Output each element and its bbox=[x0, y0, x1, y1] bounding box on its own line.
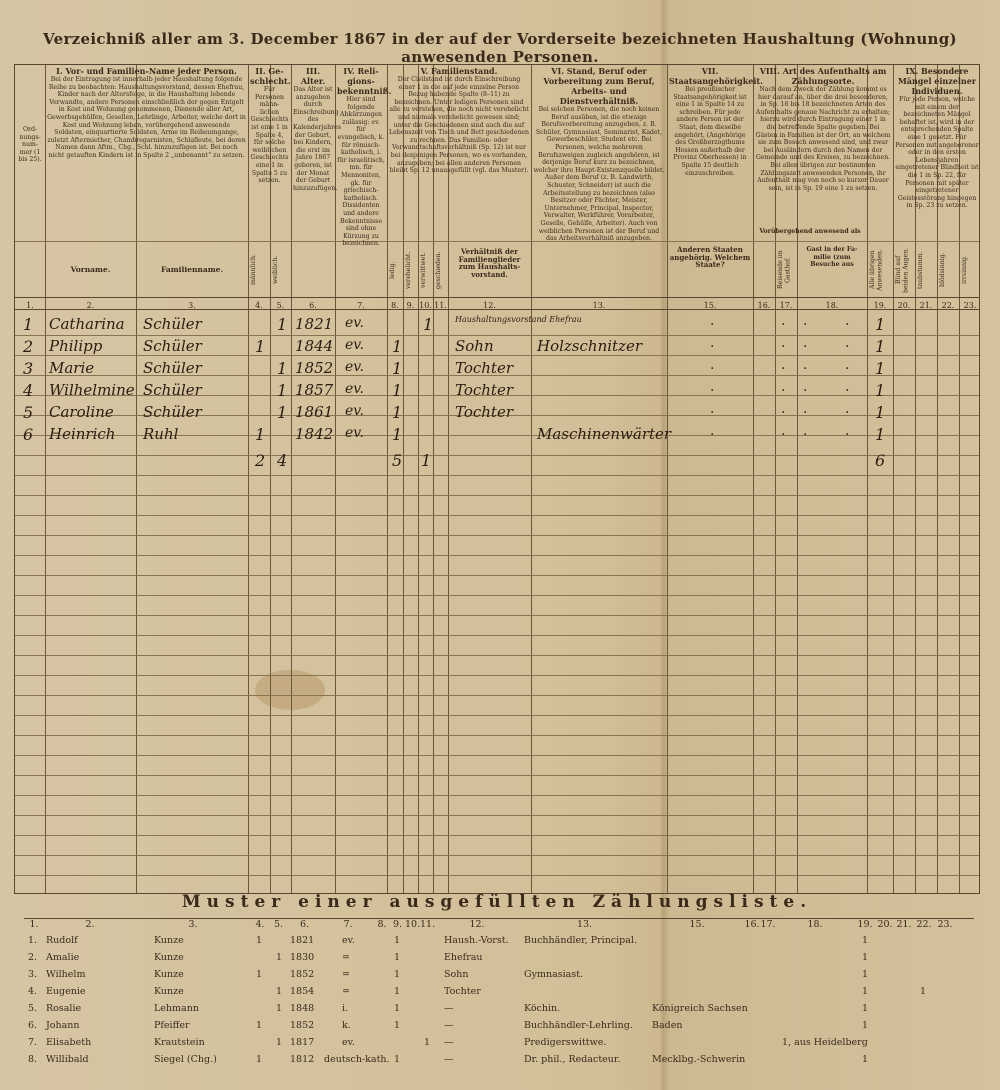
sample-vorname: Rudolf bbox=[46, 935, 78, 946]
religion-cell: ev. bbox=[345, 425, 364, 441]
vorname-cell: Catharina bbox=[49, 315, 125, 333]
sample-column-number: 9. bbox=[392, 919, 403, 930]
sample-religion: = bbox=[342, 952, 350, 963]
anwesend-cell: 1 bbox=[875, 315, 886, 334]
empty-mark: · bbox=[781, 317, 786, 333]
weiblich-cell: 1 bbox=[277, 315, 288, 334]
empty-mark: · bbox=[710, 427, 715, 443]
vorname-cell: Philipp bbox=[49, 337, 103, 355]
total-maennlich: 2 bbox=[255, 451, 266, 470]
anwesend-cell: 1 bbox=[875, 381, 886, 400]
sample-column-number: 5. bbox=[273, 919, 284, 930]
row-number: 2 bbox=[23, 337, 34, 356]
sample-weiblich: 1 bbox=[276, 1003, 283, 1014]
sample-column-number: 18. bbox=[807, 919, 823, 930]
column-number: 7. bbox=[357, 301, 365, 310]
verhaeltnis-cell: Tochter bbox=[455, 381, 514, 399]
empty-mark: · bbox=[710, 361, 715, 377]
beruf-cell: Holzschnitzer bbox=[537, 337, 643, 355]
header-col-IV-title: IV. Reli- gions- bekenntniß. bbox=[337, 66, 392, 96]
header-col-I-text: Bei der Eintragung ist innerhalb jeder Haushaltung folgende Reihe zu beobachten: Haushaltungsvorstand, dessen Ehefrau, Kinder nach der Altersfolge, in die Haushaltung lebende Verwandte, andere Personen einschließlich der gegen Entgelt in Kost und Wohnung genommenen, Dienende aller Art, Gewerbsgehülfen, Gesellen, Lehrlinge, Arbeiter, welche dort in Kost und Wohnung leben, vorübergehend anwesende Soldaten, einquartierte Soldaten, Arme im Reiheumgange, zuletzt Aftermiether, Chambregarnisten, Schlafleute, bei deren Namen dann Aftm., Chg., Schl. hinzuzufügen ist. Bei noch nicht getauften Kindern ist in Spalte 2 „unbenannt“ zu setzen. bbox=[47, 76, 246, 159]
header-col-VII-title: VII. Staatsangehörigkeit. bbox=[669, 66, 763, 86]
header-col-VIII bbox=[753, 65, 893, 225]
sample-nr: 6. bbox=[28, 1020, 38, 1031]
row-number: 3 bbox=[23, 359, 34, 378]
header-col-VI-text: Bei solchen Personen, die noch keinen Beruf ausüben, ist die etwaige Berufsvorbereitung anzugeben, z. B. Schüler, Gymnasiast, Seminarist, Kadet, Gewerbeschüler, Student etc. Bei Personen, welche mehreren Berufszweigen zugleich angehören, ist derjenige Beruf kurz zu bezeichnen, welcher ihre Haupt-Existenzquelle bildet. Außer dem Beruf (z. B. Landwirth, Schuster, Schneider) ist auch die Arbeitsstellung zu bezeichnen (also Besitzer oder Pächter, Meister, Unternehmer, Principal, Inspector, Verwalter, Werkführer, Vorarbeiter, Geselle, Gehülfe, Arbeiter). Auch von weiblichen Personen ist der Beruf und das Arbeitsverhältniß anzugeben. bbox=[533, 106, 665, 243]
sample-beruf: Predigerswittwe. bbox=[524, 1037, 607, 1048]
sample-stand: 1 bbox=[394, 1003, 401, 1014]
column-number: 10. bbox=[419, 301, 432, 310]
column-number: 17. bbox=[779, 301, 793, 310]
verwittwet-cell: 1 bbox=[423, 315, 434, 334]
sample-stand: 1 bbox=[424, 1037, 431, 1048]
sample-vorname: Elisabeth bbox=[46, 1037, 92, 1048]
header-familienname: Familienname. bbox=[160, 265, 224, 274]
sample-column-number: 17. bbox=[760, 919, 776, 930]
header-col-IX-title: IX. Besondere Mängel einzelner Individuen. bbox=[897, 66, 977, 96]
empty-mark: · bbox=[710, 339, 715, 355]
sample-familienname: Kunze bbox=[154, 969, 184, 980]
header-col-I-title: I. Vor- und Familien-Name jeder Person. bbox=[56, 66, 237, 76]
sample-stand: 1 bbox=[394, 935, 401, 946]
sample-familienname: Kunze bbox=[154, 935, 184, 946]
sample-column-number: 21. bbox=[896, 919, 912, 930]
empty-mark: · bbox=[803, 427, 808, 443]
religion-cell: ev. bbox=[345, 315, 364, 331]
sample-column-number: 23. bbox=[937, 919, 953, 930]
column-number: 15. bbox=[703, 301, 717, 310]
sample-column-number: 6. bbox=[299, 919, 310, 930]
verhaeltnis-cell: Haushaltungsvorstand Ehefrau bbox=[455, 315, 582, 324]
empty-mark: · bbox=[781, 405, 786, 421]
empty-mark: · bbox=[710, 405, 715, 421]
sample-verhaeltnis: — bbox=[444, 1054, 454, 1065]
header-bloedsinnig: blödsinnig. bbox=[939, 252, 946, 288]
sample-verhaeltnis: Haush.-Vorst. bbox=[444, 935, 509, 946]
sample-jahr: 1817 bbox=[290, 1037, 315, 1048]
column-number: 8. bbox=[391, 301, 399, 310]
religion-cell: ev. bbox=[345, 403, 364, 419]
sample-anwesend: 1 bbox=[862, 935, 869, 946]
sample-staat: Baden bbox=[652, 1020, 683, 1031]
sample-anwesend: 1 bbox=[862, 952, 869, 963]
religion-cell: ev. bbox=[345, 337, 364, 353]
sample-religion: = bbox=[342, 969, 350, 980]
vorname-cell: Heinrich bbox=[49, 425, 116, 443]
anwesend-cell: 1 bbox=[875, 425, 886, 444]
sample-gast: 1, aus Heidelberg bbox=[782, 1037, 868, 1048]
sample-vorname: Johann bbox=[46, 1020, 80, 1031]
sample-stand: 1 bbox=[394, 952, 401, 963]
familienname-cell: Schüler bbox=[143, 403, 202, 421]
sample-jahr: 1854 bbox=[290, 986, 315, 997]
sample-beruf: Buchhändler-Lehrling. bbox=[524, 1020, 633, 1031]
verhaeltnis-cell: Sohn bbox=[455, 337, 494, 355]
sample-column-number: 13. bbox=[576, 919, 593, 930]
header-geschieden: geschieden. bbox=[435, 251, 442, 289]
sample-maennlich: 1 bbox=[256, 969, 263, 980]
empty-mark: · bbox=[845, 383, 850, 399]
header-andere-staaten: Anderen Staaten angehörig. Welchem Staate? bbox=[669, 245, 751, 270]
sample-staat: Königreich Sachsen bbox=[652, 1003, 748, 1014]
empty-mark: · bbox=[845, 427, 850, 443]
row-number: 4 bbox=[23, 381, 34, 400]
header-col-VI bbox=[531, 65, 667, 297]
sample-column-number: 19. bbox=[857, 919, 873, 930]
sample-religion: deutsch-kath. bbox=[324, 1054, 390, 1065]
familienname-cell: Ruhl bbox=[143, 425, 179, 443]
empty-mark: · bbox=[845, 361, 850, 377]
header-col-III-text: Das Alter ist anzugeben durch Einschreibung des Kalenderjahres der Geburt, bei Kindern, die erst im Jahre 1867 geboren, ist der Monat der Geburt hinzuzufügen. bbox=[293, 86, 341, 192]
religion-cell: ev. bbox=[345, 381, 364, 397]
column-number: 9. bbox=[406, 301, 415, 310]
empty-mark: · bbox=[781, 339, 786, 355]
anwesend-cell: 1 bbox=[875, 337, 886, 356]
sample-anwesend: 1 bbox=[862, 986, 869, 997]
vorname-cell: Marie bbox=[49, 359, 95, 377]
header-col-II-title: II. Ge- schlecht. bbox=[250, 66, 291, 86]
header-col-IV bbox=[335, 65, 392, 297]
sample-column-number: 20. bbox=[877, 919, 893, 930]
sample-vorname: Eugenie bbox=[46, 986, 86, 997]
anwesend-cell: 1 bbox=[875, 359, 886, 378]
total-weiblich: 4 bbox=[277, 451, 288, 470]
sample-religion: ev. bbox=[342, 1037, 355, 1048]
header-col-IX-text: Für jede Person, welche mit einem der bezeichneten Mängel behaftet ist, wird in der entsprechenden Spalte eine 1 gesetzt. Für Personen mit angeborener oder in den ersten Lebensjahren eingetretener Blindheit ist die 1 in Sp. 22, für Personen mit später eingetretener Geistesstörung hingegen in Sp. 23 zu setzen. bbox=[895, 96, 979, 210]
sample-jahr: 1830 bbox=[290, 952, 315, 963]
vorname-cell: Wilhelmine bbox=[49, 381, 135, 399]
census-table bbox=[14, 64, 980, 894]
sample-verhaeltnis: Ehefrau bbox=[444, 952, 483, 963]
header-verehelicht: verehelicht. bbox=[405, 251, 412, 289]
row-number: 1 bbox=[23, 315, 34, 334]
sample-vorname: Amalie bbox=[46, 952, 80, 963]
ledig-cell: 1 bbox=[392, 337, 403, 356]
sample-maennlich: 1 bbox=[256, 935, 263, 946]
sample-stand: 1 bbox=[394, 986, 401, 997]
empty-mark: · bbox=[710, 383, 715, 399]
verhaeltnis-cell: Tochter bbox=[455, 359, 514, 377]
header-col-VII bbox=[667, 65, 763, 241]
ledig-cell: 1 bbox=[392, 381, 403, 400]
sample-column-number: 1. bbox=[29, 919, 39, 930]
sample-mangel: 1 bbox=[920, 986, 927, 997]
sample-weiblich: 1 bbox=[276, 952, 283, 963]
sample-nr: 5. bbox=[28, 1003, 38, 1014]
header-irrsinnig: irrsinnig. bbox=[961, 255, 968, 285]
sample-religion: ev. bbox=[342, 935, 355, 946]
sample-verhaeltnis: — bbox=[444, 1003, 454, 1014]
geburtsjahr-cell: 1852 bbox=[295, 359, 334, 377]
header-col-V-text: Der Civilstand ist durch Einschreibung einer 1 in die auf jede einzelne Person Bezug habende Spalte (8–11) zu bezeichnen. Unter ledigen Personen sind alle zu verstehen, die noch nicht verehelicht und niemals verehelicht gewesen sind; unter die Geschiedenen sind auch die auf Lebenszeit von Tisch und Bett geschiedenen zu rechnen. Das Familien- oder Verwandtschaftsverhältniß (Sp. 12) ist nur bei denjenigen Personen, wo es vorhanden, anzugeben; bei allen anderen Personen bleibt Sp. 12 unausgefüllt (vgl. das Muster). bbox=[389, 76, 529, 175]
sample-anwesend: 1 bbox=[862, 1054, 869, 1065]
column-number: 4. bbox=[255, 301, 263, 310]
header-weiblich: weiblich. bbox=[272, 255, 279, 285]
geburtsjahr-cell: 1844 bbox=[295, 337, 334, 355]
sample-column-number: 22. bbox=[916, 919, 932, 930]
sample-familienname: Lehmann bbox=[154, 1003, 199, 1014]
sample-nr: 7. bbox=[28, 1037, 38, 1048]
column-number: 1. bbox=[26, 301, 34, 310]
header-col-IX bbox=[893, 65, 981, 241]
column-number: 19. bbox=[873, 301, 887, 310]
column-number: 12. bbox=[483, 301, 496, 310]
sample-maennlich: 1 bbox=[256, 1054, 263, 1065]
sample-stand: 1 bbox=[394, 969, 401, 980]
sample-jahr: 1821 bbox=[290, 935, 315, 946]
religion-cell: ev. bbox=[345, 359, 364, 375]
familienname-cell: Schüler bbox=[143, 337, 202, 355]
empty-mark: · bbox=[781, 427, 786, 443]
sample-column-number: 10. bbox=[405, 919, 421, 930]
sample-vorname: Wilhelm bbox=[46, 969, 86, 980]
sample-anwesend: 1 bbox=[862, 1003, 869, 1014]
empty-mark: · bbox=[710, 317, 715, 333]
sample-stand: 1 bbox=[394, 1054, 401, 1065]
empty-mark: · bbox=[781, 361, 786, 377]
column-number: 16. bbox=[757, 301, 771, 310]
empty-mark: · bbox=[803, 339, 808, 355]
sample-jahr: 1812 bbox=[290, 1054, 315, 1065]
familienname-cell: Schüler bbox=[143, 359, 202, 377]
sample-jahr: 1852 bbox=[290, 1020, 315, 1031]
form-title: Verzeichniß aller am 3. December 1867 in der auf der Vorderseite bezeichneten Haushaltung (Wohnung) anwesenden Personen. bbox=[43, 30, 957, 66]
column-number: 22. bbox=[941, 301, 955, 310]
geburtsjahr-cell: 1861 bbox=[295, 403, 334, 421]
sample-nr: 8. bbox=[28, 1054, 38, 1065]
sample-vorname: Rosalie bbox=[46, 1003, 82, 1014]
header-col-I bbox=[45, 65, 248, 241]
header-col-III-title: III. Alter. bbox=[300, 66, 326, 86]
sample-column-number: 4. bbox=[255, 919, 265, 930]
empty-mark: · bbox=[845, 405, 850, 421]
sample-nr: 2. bbox=[28, 952, 38, 963]
total-anwesend: 6 bbox=[875, 451, 886, 470]
column-number: 5. bbox=[276, 301, 285, 310]
familienname-cell: Schüler bbox=[143, 315, 202, 333]
beruf-cell: Maschinenwärter bbox=[537, 425, 672, 443]
ledig-cell: 1 bbox=[392, 359, 403, 378]
maennlich-cell: 1 bbox=[255, 425, 266, 444]
sample-familienname: Siegel (Chg.) bbox=[154, 1054, 217, 1065]
sample-beruf: Köchin. bbox=[524, 1003, 561, 1014]
sample-familienname: Krautstein bbox=[154, 1037, 205, 1048]
header-blind: Blind auf beiden Augen. bbox=[895, 247, 910, 293]
ledig-cell: 1 bbox=[392, 403, 403, 422]
header-col-II-text: Für Personen männ- lichen Geschlechts ist eine 1 in Spalte 4, für solche weiblichen Geschlechts eine 1 in Spalte 5 zu setzen. bbox=[250, 86, 289, 185]
header-verhaeltnis: Verhältniß der Familienglieder zum Haushalts- vorstand. bbox=[458, 247, 521, 279]
familienname-cell: Schüler bbox=[143, 381, 202, 399]
sample-column-number: 15. bbox=[689, 919, 705, 930]
geburtsjahr-cell: 1857 bbox=[295, 381, 334, 399]
sample-verhaeltnis: Sohn bbox=[444, 969, 469, 980]
column-number: 20. bbox=[897, 301, 911, 310]
header-im-gasthof: Reisende im Gasthof. bbox=[777, 250, 792, 290]
maennlich-cell: 1 bbox=[255, 337, 266, 356]
sample-title: Muster einer ausgefüllten Zählungsliste. bbox=[181, 892, 813, 912]
header-verwittwet: verwittwet. bbox=[420, 252, 427, 288]
empty-mark: · bbox=[803, 383, 808, 399]
total-ledig: 5 bbox=[392, 451, 403, 470]
sample-anwesend: 1 bbox=[862, 1020, 869, 1031]
header-voruebergehend: Vorübergehend anwesend als bbox=[759, 228, 861, 235]
sample-beruf: Gymnasiast. bbox=[524, 969, 584, 980]
sample-jahr: 1852 bbox=[290, 969, 315, 980]
sample-familienname: Kunze bbox=[154, 986, 184, 997]
sample-familienname: Kunze bbox=[154, 952, 184, 963]
header-taubstumm: taubstumm. bbox=[917, 251, 924, 289]
column-number: 13. bbox=[592, 301, 606, 310]
sample-religion: i. bbox=[342, 1003, 349, 1014]
anwesend-cell: 1 bbox=[875, 403, 886, 422]
header-ordnungsnummer: Ord- nungs- num- mer (1 bis 25). bbox=[18, 126, 42, 164]
row-number: 5 bbox=[23, 403, 34, 422]
column-number: 23. bbox=[963, 301, 977, 310]
sample-jahr: 1848 bbox=[290, 1003, 315, 1014]
header-vorname: Vorname. bbox=[70, 265, 111, 274]
sample-weiblich: 1 bbox=[276, 1037, 283, 1048]
header-maennlich: männlich. bbox=[250, 254, 257, 286]
sample-beruf: Buchhändler, Principal. bbox=[524, 935, 637, 946]
sample-stand: 1 bbox=[394, 1020, 401, 1031]
sample-religion: = bbox=[342, 986, 350, 997]
header-alle-uebrigen: Alle übrigen Anwesenden. bbox=[869, 249, 884, 291]
empty-mark: · bbox=[803, 405, 808, 421]
ledig-cell: 1 bbox=[392, 425, 403, 444]
header-col-VIII-text: Nach dem Zweck der Zählung kommt es hier darauf an, über die drei besonderen, in Sp. 16 bis 18 bezeichneten Arten des Aufenthalts genaue Nachricht zu erhalten; hierzu wird durch Eintragung einer 1 in die betreffende Spalte gegeben. Bei Gästen in Familien ist der Ort, an welchem sie zum Besuch anwesend sind, und zwar bei Ausländern durch den Namen der Gemeinde und des Kreises, zu bezeichnen. Bei allen übrigen zur bestimmten Zählungszeit anwesenden Personen, ihr Aufenthalt mag von noch so kurzer Dauer sein, ist in Sp. 19 eine 1 zu setzen. bbox=[755, 86, 891, 192]
sample-staat: Mecklbg.-Schwerin bbox=[652, 1054, 746, 1065]
column-number: 6. bbox=[309, 301, 317, 310]
sample-beruf: Dr. phil., Redacteur. bbox=[524, 1054, 621, 1065]
header-col-III bbox=[291, 65, 341, 297]
sample-column-number: 11. bbox=[420, 919, 436, 930]
sample-column-number: 2. bbox=[85, 919, 95, 930]
geburtsjahr-cell: 1821 bbox=[295, 315, 334, 333]
sample-verhaeltnis: Tochter bbox=[444, 986, 481, 997]
empty-mark: · bbox=[803, 317, 808, 333]
header-col-V bbox=[387, 65, 531, 241]
column-number: 3. bbox=[188, 301, 196, 310]
header-gast: Gast in der Fa- milie (zum Besuche aus bbox=[806, 246, 858, 269]
header-ledig: ledig. bbox=[389, 261, 396, 279]
sample-column-number: 8. bbox=[377, 919, 387, 930]
sample-maennlich: 1 bbox=[256, 1020, 263, 1031]
column-number: 18. bbox=[825, 301, 839, 310]
sample-anwesend: 1 bbox=[862, 969, 869, 980]
sample-nr: 4. bbox=[28, 986, 38, 997]
empty-mark: · bbox=[781, 383, 786, 399]
weiblich-cell: 1 bbox=[277, 381, 288, 400]
header-col-II bbox=[248, 65, 291, 241]
header-col-V-title: V. Familienstand. bbox=[420, 66, 498, 76]
header-col-VII-text: Bei preußischer Staatsangehörigkeit ist eine 1 in Spalte 14 zu schreiben. Für jede andere Person ist der Staat, dem dieselbe angehört, (Angehörige des Großherzogthums Hessen außerhalb der Provinz Oberhessen) in Spalte 15 deutlich einzuschreiben. bbox=[673, 86, 747, 177]
weiblich-cell: 1 bbox=[277, 403, 288, 422]
vorname-cell: Caroline bbox=[49, 403, 114, 421]
sample-weiblich: 1 bbox=[276, 986, 283, 997]
sample-verhaeltnis: — bbox=[444, 1020, 454, 1031]
column-number: 11. bbox=[434, 301, 447, 310]
sample-column-number: 7. bbox=[343, 919, 353, 930]
header-col-VI-title: VI. Stand, Beruf oder Vorbereitung zum Beruf, Arbeits- und Dienstverhältniß. bbox=[543, 66, 655, 106]
empty-mark: · bbox=[803, 361, 808, 377]
header-col-IV-text: Hier sind folgende Abkürzungen zulässig: ev. für evangelisch, k. für römisch-katholisch, i. für israelitisch, mn. für Mennoniten, gk. für griechisch-katholisch. Dissidenten und andere Bekenntnisse sind ohne Kürzung zu bezeichnen. bbox=[337, 96, 385, 248]
row-number: 6 bbox=[23, 425, 34, 444]
sample-familienname: Pfeiffer bbox=[154, 1020, 190, 1031]
column-number: 21. bbox=[919, 301, 933, 310]
sample-table bbox=[24, 918, 974, 1069]
verhaeltnis-cell: Tochter bbox=[455, 403, 514, 421]
header-col-VIII-title: VIII. Art des Aufenthalts am Zählungsorte. bbox=[759, 66, 887, 86]
sample-nr: 1. bbox=[28, 935, 38, 946]
sample-column-number: 16. bbox=[744, 919, 760, 930]
geburtsjahr-cell: 1842 bbox=[295, 425, 334, 443]
total-verwittwet: 1 bbox=[421, 451, 432, 470]
sample-column-number: 3. bbox=[188, 919, 198, 930]
column-number: 2. bbox=[86, 301, 95, 310]
weiblich-cell: 1 bbox=[277, 359, 288, 378]
empty-mark: · bbox=[845, 339, 850, 355]
sample-religion: k. bbox=[342, 1020, 351, 1031]
sample-column-number: 12. bbox=[469, 919, 485, 930]
sample-verhaeltnis: — bbox=[444, 1037, 454, 1048]
sample-vorname: Willibald bbox=[46, 1054, 89, 1065]
sample-nr: 3. bbox=[28, 969, 38, 980]
empty-mark: · bbox=[845, 317, 850, 333]
